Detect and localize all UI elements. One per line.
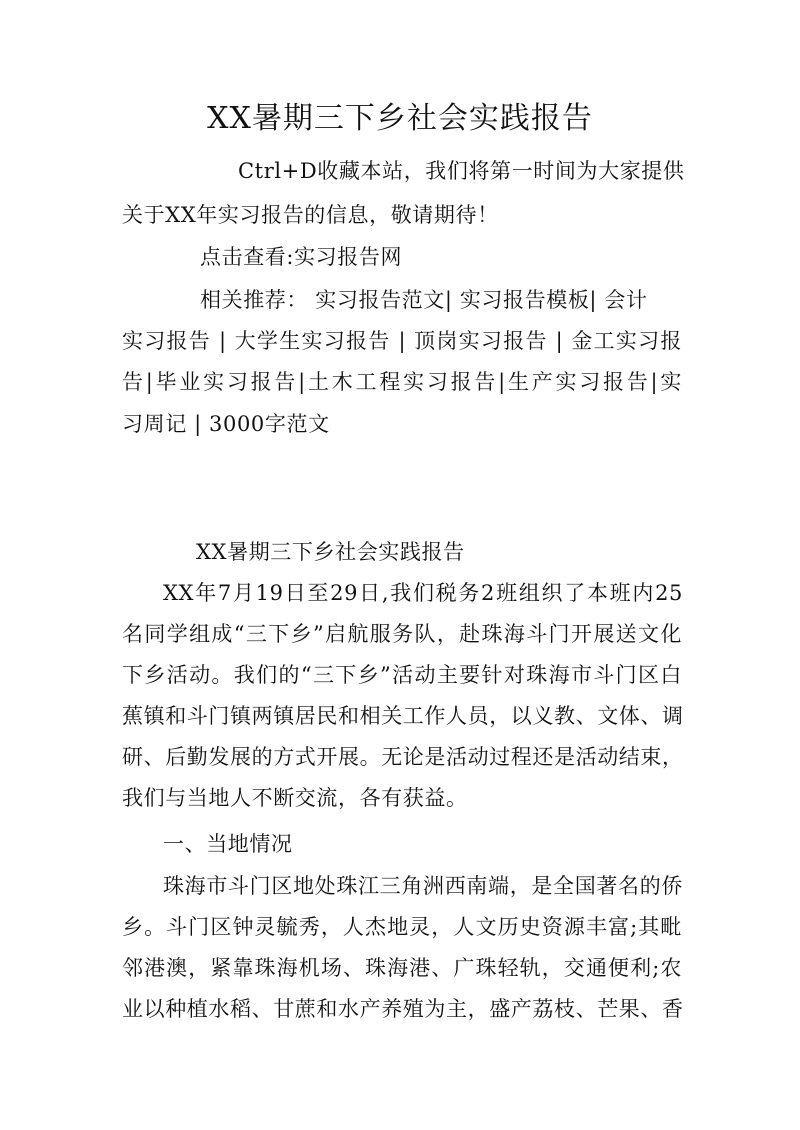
report-subtitle: XX暑期三下乡社会实践报告 (196, 540, 465, 564)
paragraph2-line-4: 业以种植水稻、甘蔗和水产养殖为主，盛产荔枝、芒果、香 (122, 997, 684, 1021)
paragraph1-line-3: 下乡活动。我们的“三下乡”活动主要针对珠海市斗门区白 (122, 663, 682, 687)
paragraph1-line-2: 名同学组成“三下乡”启航服务队，赴珠海斗门开展送文化 (122, 622, 682, 646)
paragraph1-line-4: 蕉镇和斗门镇两镇居民和相关工作人员，以义教、文体、调 (122, 704, 684, 728)
section-heading: 一、当地情况 (163, 832, 293, 856)
document-title: XX暑期三下乡社会实践报告 (207, 101, 593, 136)
paragraph2-line-3: 邻港澳，紧靠珠海机场、珠海港、广珠轻轨，交通便利;农 (122, 956, 682, 980)
intro-line-1: Ctrl+D收藏本站，我们将第一时间为大家提供 (238, 159, 685, 183)
recommend-line-2[interactable]: 实习报告 | 大学生实习报告 | 顶岗实习报告 | 金工实习报 (122, 329, 682, 353)
recommend-line-3[interactable]: 告|毕业实习报告|土木工程实习报告|生产实习报告|实 (122, 370, 682, 394)
paragraph1-line-6: 我们与当地人不断交流，各有获益。 (122, 786, 468, 810)
paragraph1-line-1: XX年7月19日至29日,我们税务2班组织了本班内25 (163, 581, 683, 605)
paragraph2-line-2: 乡。斗门区钟灵毓秀，人杰地灵，人文历史资源丰富;其毗 (122, 915, 682, 939)
report-site-link[interactable]: 点击查看:实习报告网 (200, 245, 403, 269)
recommend-line-1[interactable]: 相关推荐： 实习报告范文| 实习报告模板| 会计 (200, 288, 648, 312)
intro-line-2: 关于XX年实习报告的信息，敬请期待！ (122, 203, 499, 227)
recommend-line-4[interactable]: 习周记 | 3000字范文 (122, 412, 330, 436)
paragraph1-line-5: 研、后勤发展的方式开展。无论是活动过程还是活动结束， (122, 745, 684, 769)
paragraph2-line-1: 珠海市斗门区地处珠江三角洲西南端，是全国著名的侨 (163, 874, 683, 898)
